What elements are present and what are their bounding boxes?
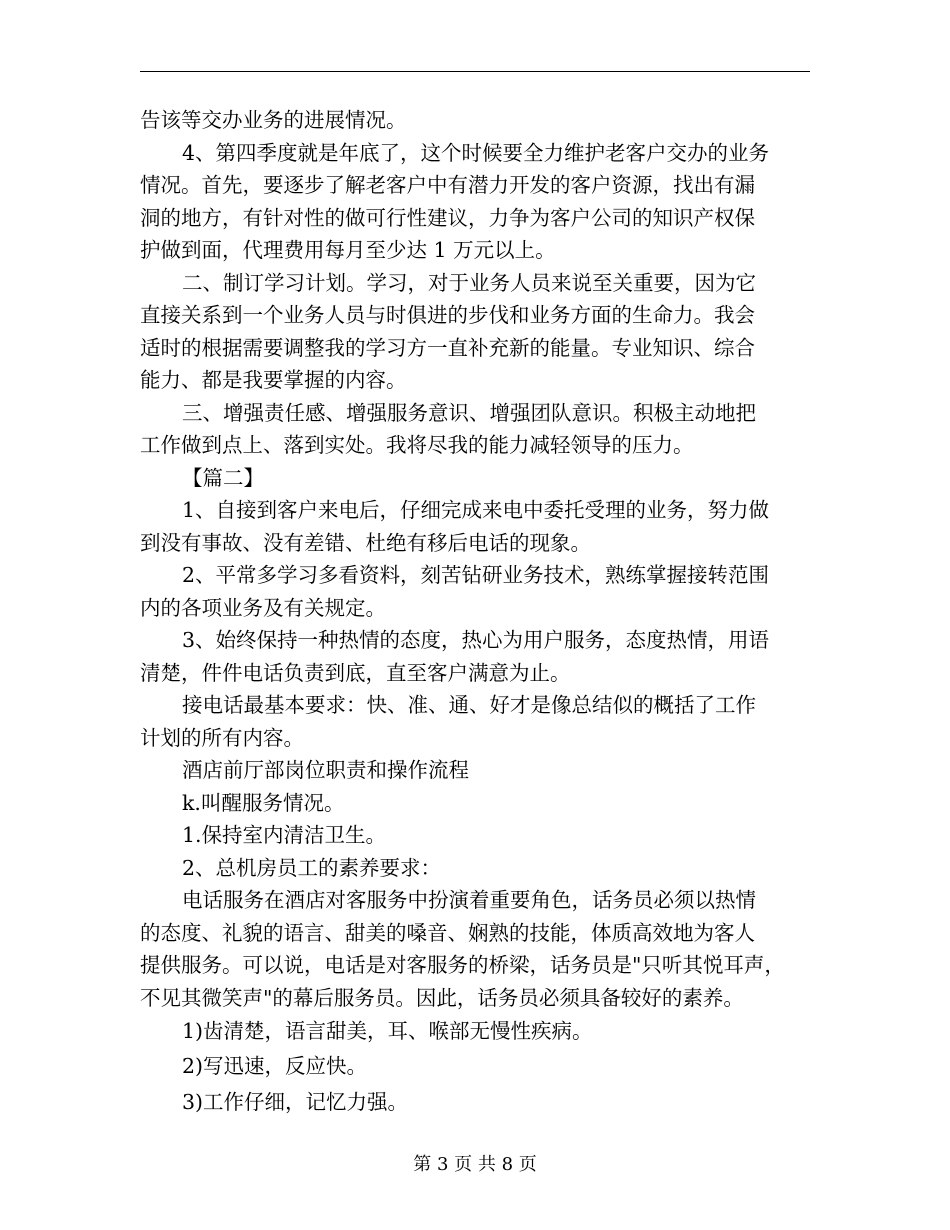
text-line: 护做到面，代理费用每月至少达 1 万元以上。 [140, 238, 556, 262]
text-line: 2)写迅速，反应快。 [182, 1054, 368, 1079]
text-line: 酒店前厅部岗位职责和操作流程 [182, 758, 469, 782]
text-line: 计划的所有内容。 [140, 725, 304, 750]
text-line: 【篇二】 [182, 465, 264, 490]
text-line: 2、平常多学习多看资料，刻苦钻研业务技术，熟练掌握接转范围 [182, 563, 770, 587]
text-line: 能力、都是我要掌握的内容。 [140, 368, 407, 392]
text-line: 的态度、礼貌的语言、甜美的嗓音、娴熟的技能，体质高效地为客人 [140, 920, 755, 945]
text-line: 情况。首先，要逐步了解老客户中有潜力开发的客户资源，找出有漏 [140, 173, 755, 197]
text-line: 接电话最基本要求：快、准、通、好才是像总结似的概括了工作 [182, 693, 756, 717]
text-line: 3)工作仔细，记忆力强。 [182, 1089, 409, 1114]
text-line: 告该等交办业务的进展情况。 [140, 108, 407, 132]
page-number: 第 3 页 共 8 页 [413, 1154, 537, 1175]
text-line: 1.保持室内清洁卫生。 [182, 823, 387, 847]
text-line: 内的各项业务及有关规定。 [140, 595, 386, 620]
text-line: 提供服务。可以说，电话是对客服务的桥梁，话务员是"只听其悦耳声， [140, 953, 785, 977]
text-line: 清楚，件件电话负责到底，直至客户满意为止。 [140, 660, 571, 685]
text-line: 不见其微笑声"的幕后服务员。因此，话务员必须具备较好的素养。 [140, 985, 744, 1010]
text-line: 工作做到点上、落到实处。我将尽我的能力减轻领导的压力。 [140, 433, 694, 457]
text-line: 1)齿清楚，语言甜美，耳、喉部无慢性疾病。 [182, 1019, 593, 1043]
text-line: 直接关系到一个业务人员与时俱进的步伐和业务方面的生命力。我会 [140, 303, 755, 327]
text-line: 洞的地方，有针对性的做可行性建议，力争为客户公司的知识产权保 [140, 205, 755, 230]
text-line: 电话服务在酒店对客服务中扮演着重要角色，话务员必须以热情 [182, 888, 756, 912]
text-line: 3、始终保持一种热情的态度，热心为用户服务，态度热情，用语 [182, 628, 770, 652]
text-line: 二、制订学习计划。学习，对于业务人员来说至关重要，因为它 [182, 270, 756, 295]
document-body [140, 104, 810, 1120]
text-line: 4、第四季度就是年底了，这个时候要全力维护老客户交办的业务 [182, 140, 770, 165]
text-line: 1、自接到客户来电后，仔细完成来电中委托受理的业务，努力做 [182, 498, 770, 522]
text-line: 到没有事故、没有差错、杜绝有移后电话的现象。 [140, 530, 591, 555]
text-line: k.叫醒服务情况。 [182, 790, 345, 815]
text-line: 三、增强责任感、增强服务意识、增强团队意识。积极主动地把 [182, 400, 756, 425]
header-rule [140, 71, 810, 72]
text-line: 2、总机房员工的素养要求： [182, 855, 442, 880]
text-line: 适时的根据需要调整我的学习方一直补充新的能量。专业知识、综合 [140, 335, 755, 360]
